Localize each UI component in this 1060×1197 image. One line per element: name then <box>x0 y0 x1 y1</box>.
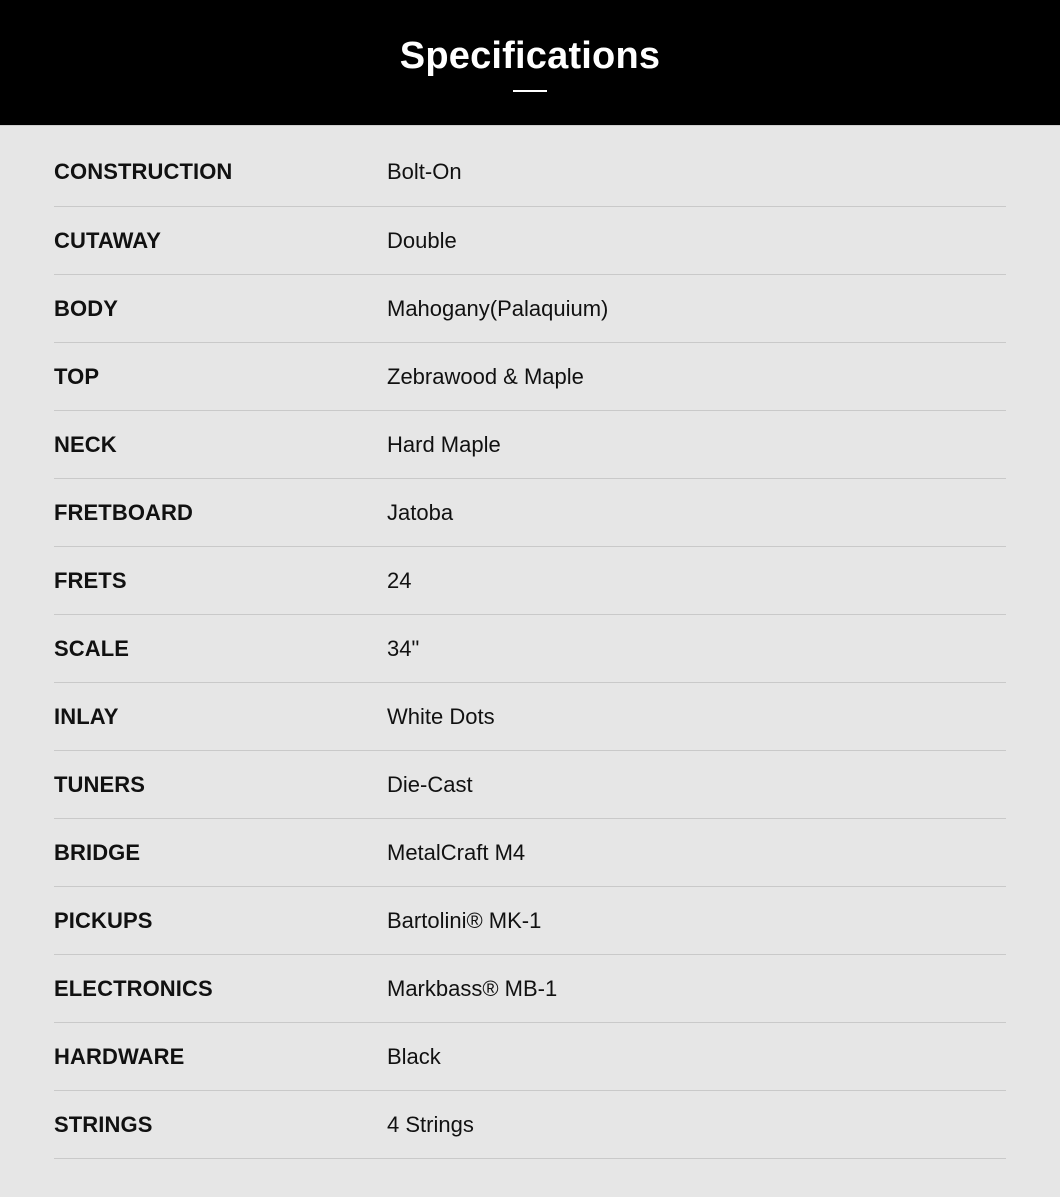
spec-label: BODY <box>54 295 118 321</box>
title-underline <box>513 90 547 92</box>
spec-value: Die-Cast <box>387 771 473 797</box>
spec-row-top <box>54 343 1006 411</box>
spec-value: Jatoba <box>387 499 454 525</box>
spec-label: FRETS <box>54 567 127 593</box>
spec-row-cutaway <box>54 207 1006 275</box>
spec-value: 4 Strings <box>387 1111 474 1137</box>
spec-label: INLAY <box>54 703 119 729</box>
spec-row-scale <box>54 615 1006 683</box>
spec-value: Markbass® MB-1 <box>387 975 558 1001</box>
spec-label: SCALE <box>54 635 130 661</box>
spec-row-frets <box>54 547 1006 615</box>
spec-row-neck <box>54 411 1006 479</box>
spec-value: Bartolini® MK-1 <box>387 907 542 933</box>
spec-row-body <box>54 275 1006 343</box>
spec-value: 34" <box>387 635 420 661</box>
spec-label: TUNERS <box>54 771 146 797</box>
spec-row-strings <box>54 1091 1006 1159</box>
spec-row-fretboard <box>54 479 1006 547</box>
page-title: Specifications <box>399 35 661 77</box>
spec-row-tuners <box>54 751 1006 819</box>
spec-label: CONSTRUCTION <box>54 159 233 184</box>
spec-value: 24 <box>387 567 412 593</box>
spec-label: TOP <box>54 363 100 389</box>
spec-row-construction <box>54 138 1006 207</box>
spec-row-pickups <box>54 887 1006 955</box>
spec-label: STRINGS <box>54 1111 153 1137</box>
spec-value: MetalCraft M4 <box>387 839 526 865</box>
spec-value: Hard Maple <box>387 431 501 457</box>
specifications-table <box>54 138 1006 1159</box>
spec-label: CUTAWAY <box>54 227 162 253</box>
spec-row-inlay <box>54 683 1006 751</box>
spec-value: Mahogany(Palaquium) <box>387 295 609 321</box>
spec-label: ELECTRONICS <box>54 975 213 1001</box>
spec-value: Bolt-On <box>387 159 462 184</box>
spec-row-hardware <box>54 1023 1006 1091</box>
spec-value: White Dots <box>387 703 495 729</box>
spec-label: NECK <box>54 431 117 457</box>
specifications-header <box>0 0 1060 126</box>
spec-label: HARDWARE <box>54 1043 185 1069</box>
spec-label: FRETBOARD <box>54 499 194 525</box>
spec-label: PICKUPS <box>54 907 153 933</box>
spec-value: Black <box>387 1043 441 1069</box>
spec-value: Double <box>387 227 457 253</box>
spec-value: Zebrawood & Maple <box>387 363 584 389</box>
spec-row-electronics <box>54 955 1006 1023</box>
spec-row-bridge <box>54 819 1006 887</box>
spec-label: BRIDGE <box>54 839 141 865</box>
